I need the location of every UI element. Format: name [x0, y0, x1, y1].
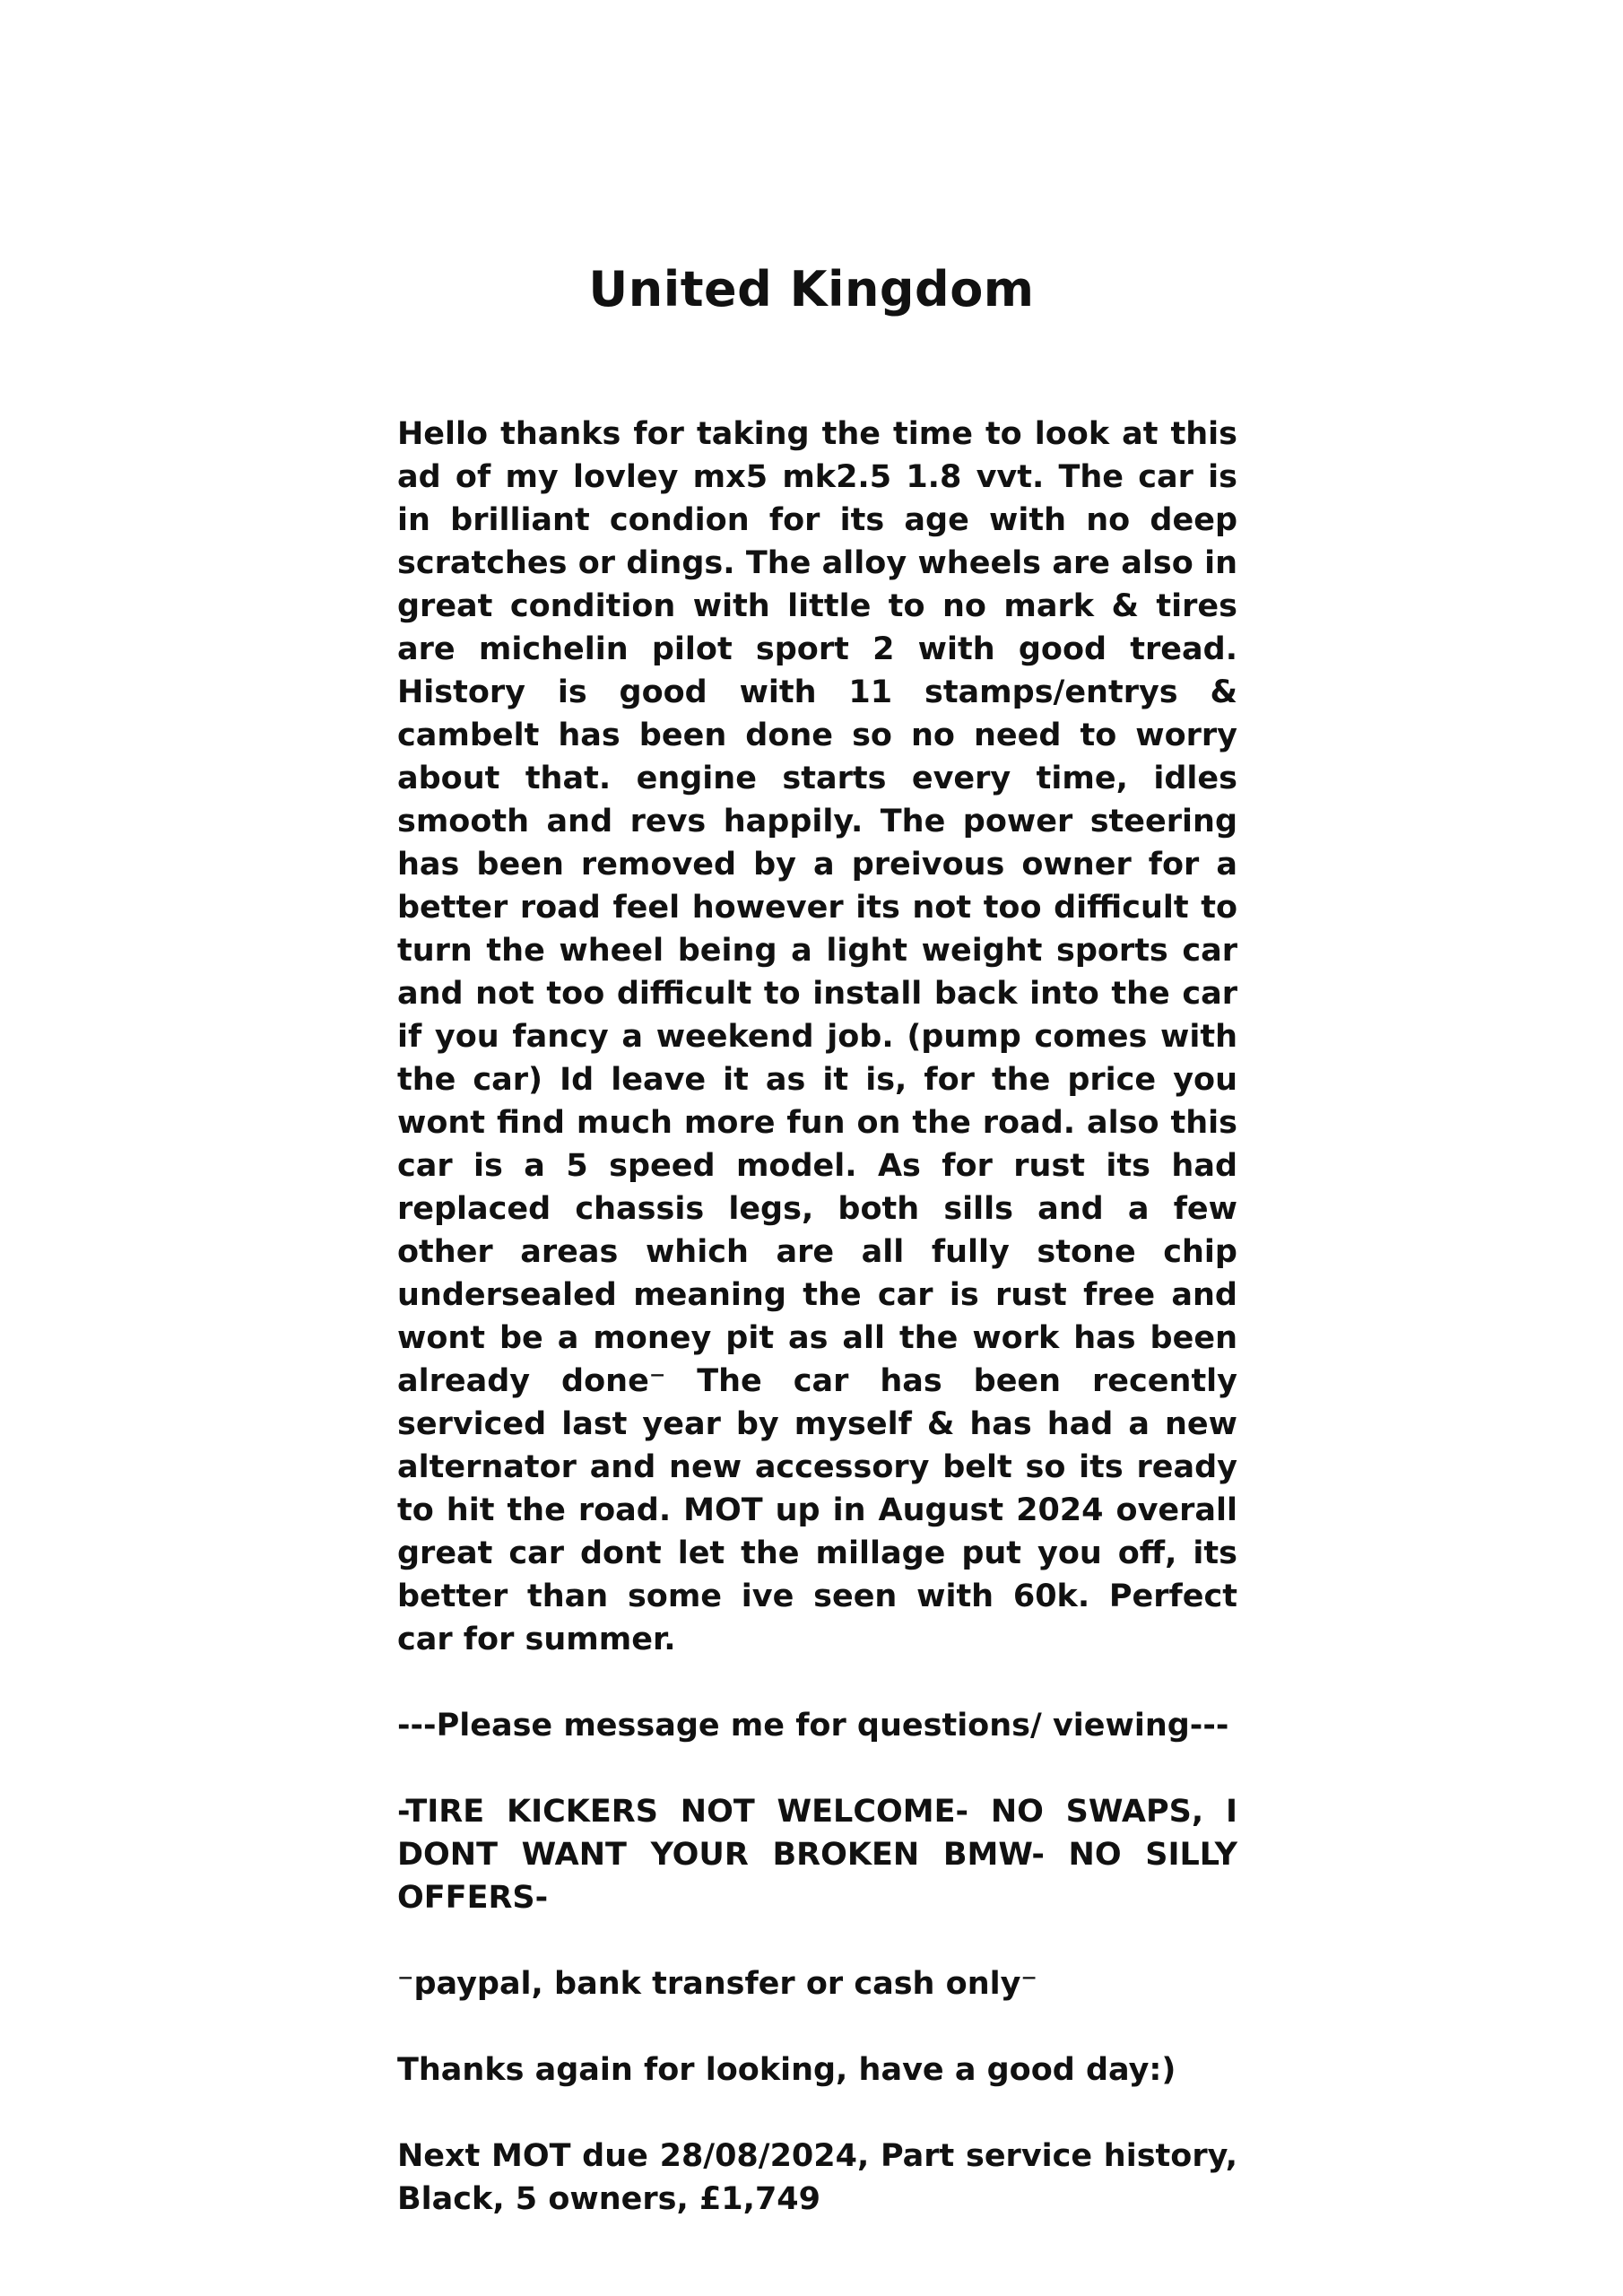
summary-paragraph: Next MOT due 28/08/2024, Part service history, Black, 5 owners, £1,749	[397, 2138, 1237, 2217]
payment-line: ⁻paypal, bank transfer or cash only⁻	[397, 1966, 1037, 2002]
page-title: United Kingdom	[588, 261, 1035, 317]
description-paragraph: Hello thanks for taking the time to look at this ad of my lovley mx5 mk2.5 1.8 vvt. The car is in brilliant condion for its age with no deep scratches or dings. The alloy wheels are also in great condition with little to no mark & tires are michelin pilot sport 2 with good tread. History is good with 11 stamps/entrys & cambelt has been done so no need to worry about that. engine starts every time, idles smooth and revs happily. The power steering has been removed by a preivous owner for a better road feel however its not too difficult to turn the wheel being a light weight sports car and not too difficult to install back into the car if you fancy a weekend job. (pump comes with the car) Id leave it as it is, for the price you wont find much more fun on the road. also this car is a 5 speed model. As for rust its had replaced chassis legs, both sills and a few other areas which are all fully stone chip undersealed meaning the car is rust free and wont be a money pit as all the work has been already done⁻ The car has been recently serviced last year by myself & has had a new alternator and new accessory belt so its ready to hit the road. MOT up in August 2024 overall great car dont let the millage put you off, its better than some ive seen with 60k. Perfect car for summer.	[397, 416, 1237, 1657]
listing-body	[397, 413, 1237, 2221]
thanks-line: Thanks again for looking, have a good day:)	[397, 2052, 1176, 2088]
warning-paragraph: -TIRE KICKERS NOT WELCOME- NO SWAPS, I DONT WANT YOUR BROKEN BMW- NO SILLY OFFERS-	[397, 1794, 1237, 1916]
contact-line: ---Please message me for questions/ viewing---	[397, 1708, 1229, 1744]
